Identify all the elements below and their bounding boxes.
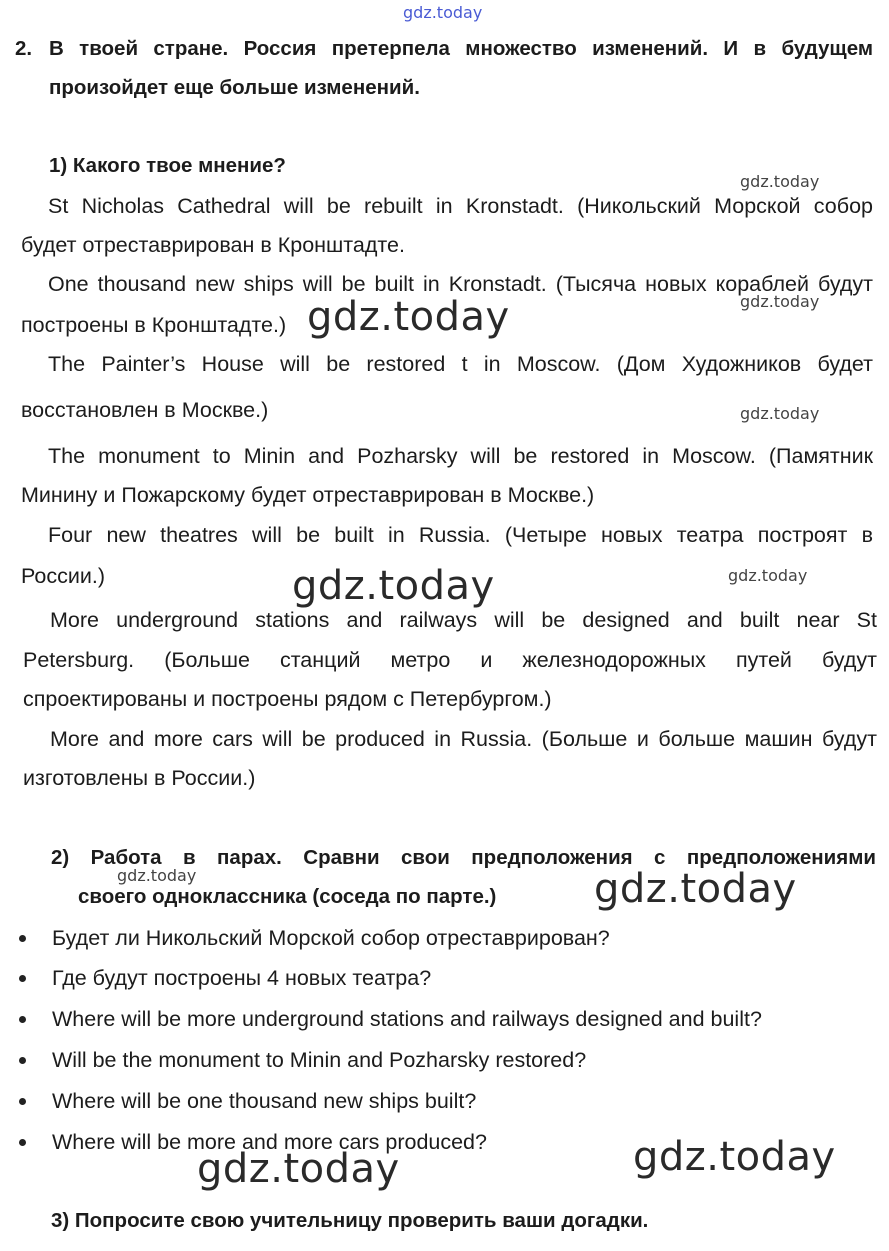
watermark-large: gdz.today: [197, 1146, 400, 1192]
watermark-small: gdz.today: [740, 172, 820, 191]
answer-line: One thousand new ships will be built in Kronstadt. (Тысяча новых кораблей будут: [48, 272, 873, 296]
answer-line: The monument to Minin and Pozharsky will be restored in Moscow. (Памятник: [48, 444, 873, 468]
answer-line: изготовлены в России.): [23, 766, 256, 790]
bullet-dot: [19, 1098, 26, 1105]
bullet-dot: [19, 1016, 26, 1023]
list-item: Будет ли Никольский Морской собор отреставрирован?: [52, 926, 610, 950]
answer-line: будет отреставрирован в Кронштадте.: [21, 233, 405, 257]
bullet-dot: [19, 935, 26, 942]
bullet-dot: [19, 1057, 26, 1064]
task-title-line2: произойдет еще больше изменений.: [49, 76, 420, 99]
answer-line: Four new theatres will be built in Russia. (Четыре новых театра построят в: [48, 523, 873, 547]
bullet-dot: [19, 1139, 26, 1146]
watermark-large: gdz.today: [292, 563, 495, 609]
list-item: Where will be one thousand new ships built?: [52, 1089, 477, 1113]
list-item: Where will be more underground stations and railways designed and built?: [52, 1007, 762, 1031]
watermark-small: gdz.today: [740, 292, 820, 311]
watermark-small: gdz.today: [728, 566, 808, 585]
part3-heading: 3) Попросите свою учительницу проверить ваши догадки.: [51, 1209, 649, 1232]
watermark-small: gdz.today: [740, 404, 820, 423]
answer-line: России.): [21, 564, 106, 588]
answer-line: St Nicholas Cathedral will be rebuilt in Kronstadt. (Никольский Морской собор: [48, 194, 873, 218]
watermark-large: gdz.today: [594, 866, 797, 912]
answer-line: Минину и Пожарскому будет отреставрирован в Москве.): [21, 483, 595, 507]
watermark-small: gdz.today: [117, 866, 197, 885]
list-item: Will be the monument to Minin and Pozharsky restored?: [52, 1048, 587, 1072]
part2-heading-line2: своего одноклассника (соседа по парте.): [78, 885, 497, 908]
answer-line: восстановлен в Москве.): [21, 398, 269, 422]
answer-line: Petersburg. (Больше станций метро и железнодорожных путей будут: [23, 648, 877, 672]
answer-line: спроектированы и построены рядом с Петербургом.): [23, 687, 552, 711]
answer-line: The Painter’s House will be restored t in Moscow. (Дом Художников будет: [48, 352, 873, 376]
task-title-line1: В твоей стране. Россия претерпела множество изменений. И в будущем: [49, 37, 873, 60]
bullet-dot: [19, 975, 26, 982]
watermark-large: gdz.today: [633, 1134, 836, 1180]
answer-line: More and more cars will be produced in Russia. (Больше и больше машин будут: [50, 727, 877, 751]
watermark-top: gdz.today: [403, 3, 483, 22]
answer-line: построены в Кронштадте.): [21, 313, 287, 337]
part1-heading: 1) Какого твое мнение?: [49, 154, 286, 177]
answer-line: More underground stations and railways will be designed and built near St: [50, 608, 877, 632]
list-item: Где будут построены 4 новых театра?: [52, 966, 432, 990]
task-number: 2.: [15, 37, 33, 60]
list-item: Where will be more and more cars produced?: [52, 1130, 487, 1154]
part2-heading-line1: 2) Работа в парах. Сравни свои предположения с предположениями: [51, 846, 876, 869]
watermark-large: gdz.today: [307, 294, 510, 340]
